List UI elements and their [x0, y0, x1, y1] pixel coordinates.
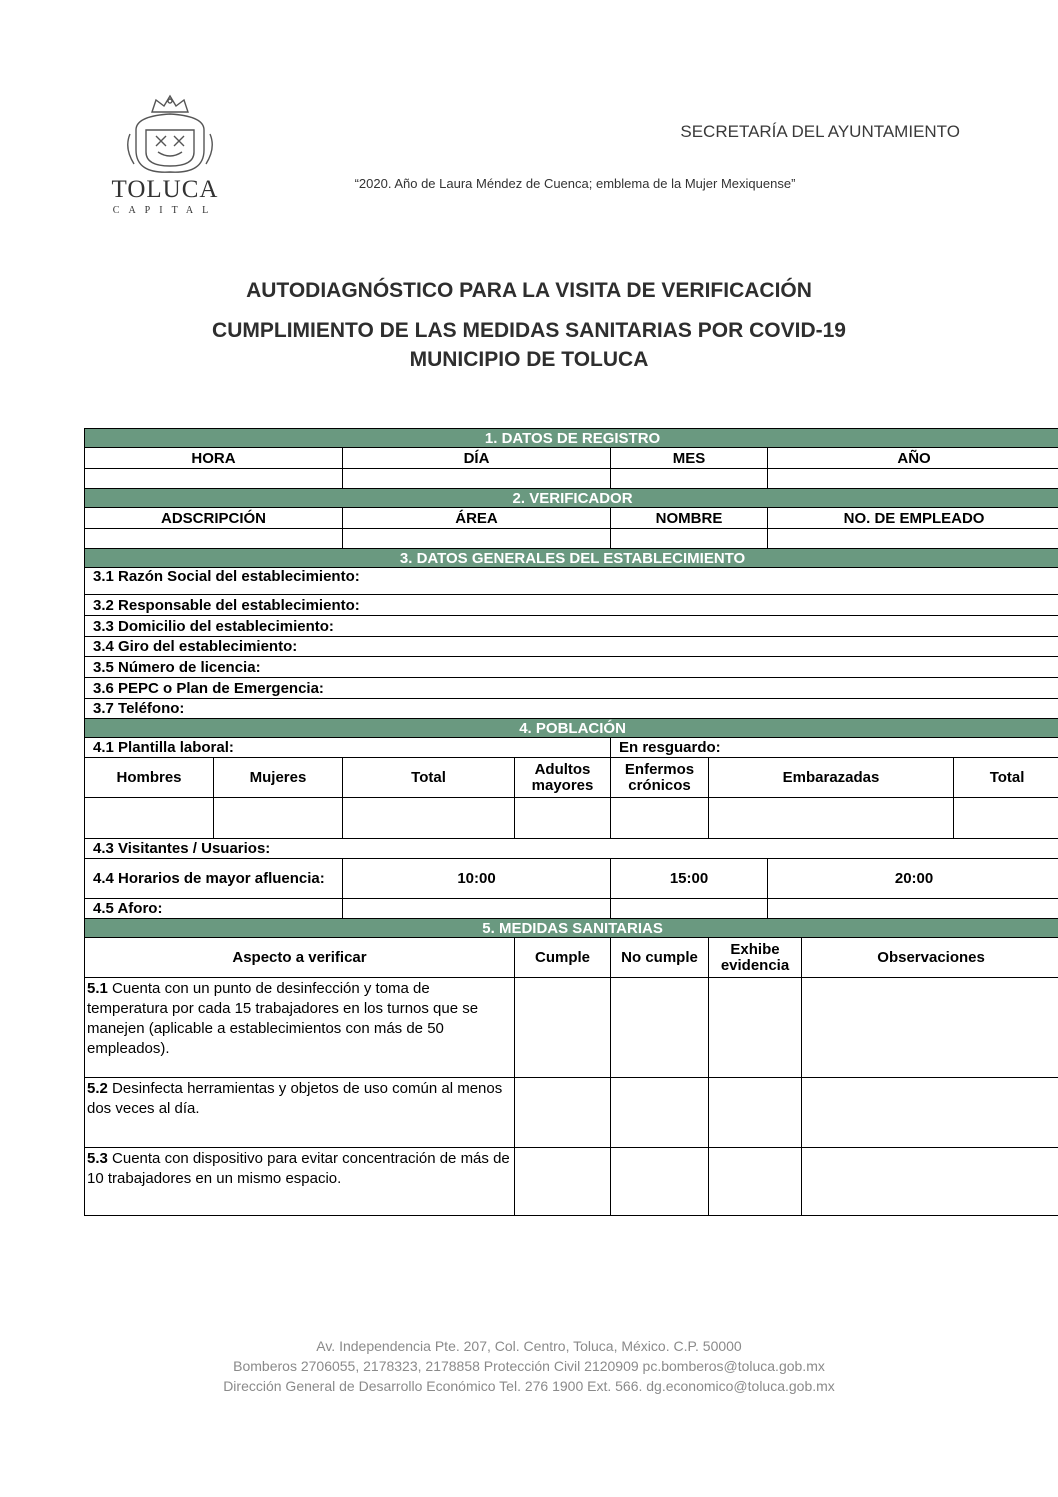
section-4-header: [85, 719, 1058, 738]
aforo-field-3[interactable]: [768, 899, 1058, 919]
observaciones-5-3[interactable]: [802, 1148, 1058, 1216]
section-1-title: 1. DATOS DE REGISTRO: [85, 429, 1058, 448]
section-2-header: [85, 489, 1058, 508]
section-3-header: [85, 549, 1058, 568]
medida-5-3-text: 5.3 Cuenta con dispositivo para evitar concentración de más de 10 trabajadores en un mismo espacio.: [85, 1148, 515, 1216]
no-cumple-header: No cumple: [611, 938, 709, 978]
medida-5-2-text: 5.2 Desinfecta herramientas y objetos de uso común al menos dos veces al día.: [85, 1078, 515, 1148]
responsable-field[interactable]: 3.2 Responsable del establecimiento:: [85, 595, 1058, 616]
section-5-header: [85, 919, 1058, 938]
poblacion-headers: [85, 758, 1058, 798]
enfermos-cronicos-header: Enfermos crónicos: [611, 758, 709, 798]
registro-values: [85, 469, 1058, 489]
document-municipality: MUNICIPIO DE TOLUCA: [409, 348, 649, 371]
anio-header: AÑO: [768, 448, 1058, 469]
footer-address: Av. Independencia Pte. 207, Col. Centro, Toluca, México. C.P. 50000: [316, 1338, 742, 1354]
logo-wordmark: TOLUCA: [111, 176, 219, 203]
verificador-headers: [85, 508, 1058, 529]
aforo-label: 4.5 Aforo:: [85, 899, 343, 919]
hombres-field[interactable]: [85, 798, 214, 839]
observaciones-5-1[interactable]: [802, 978, 1058, 1078]
horarios-label: 4.4 Horarios de mayor afluencia:: [85, 859, 343, 899]
hombres-header: Hombres: [85, 758, 214, 798]
evidencia-5-3[interactable]: [709, 1148, 802, 1216]
poblacion-row: [85, 738, 1058, 758]
aforo-row: [85, 899, 1058, 919]
mes-header: MES: [611, 448, 768, 469]
footer-contact: [0, 1336, 1058, 1396]
area-field[interactable]: [343, 529, 611, 549]
mujeres-field[interactable]: [214, 798, 343, 839]
adultos-mayores-field[interactable]: [515, 798, 611, 839]
total-resguardo-field[interactable]: [954, 798, 1058, 839]
logo-subtitle: CAPITAL: [112, 205, 218, 216]
embarazadas-header: Embarazadas: [709, 758, 954, 798]
cumple-5-1[interactable]: [515, 978, 611, 1078]
horario-1: 10:00: [343, 859, 611, 899]
section-2-title: 2. VERIFICADOR: [85, 489, 1058, 508]
medidas-headers: [85, 938, 1058, 978]
licencia-field[interactable]: 3.5 Número de licencia:: [85, 657, 1058, 678]
cumple-5-2[interactable]: [515, 1078, 611, 1148]
footer-economic-dept: Dirección General de Desarrollo Económico Tel. 276 1900 Ext. 566. dg.economico@toluca.gob.mx: [223, 1378, 835, 1394]
observaciones-5-2[interactable]: [802, 1078, 1058, 1148]
razon-social-field[interactable]: 3.1 Razón Social del establecimiento:: [85, 568, 1058, 595]
adultos-mayores-header: Adultos mayores: [515, 758, 611, 798]
horarios-row: [85, 859, 1058, 899]
adscripcion-header: ADSCRIPCIÓN: [85, 508, 343, 529]
horario-2: 15:00: [611, 859, 768, 899]
medida-5-1-text: 5.1 Cuenta con un punto de desinfección y toma de temperatura por cada 15 trabajadores en los turnos que se manejen (aplicable a establecimientos con más de 50 empleados).: [85, 978, 515, 1078]
total-resguardo-header: Total: [954, 758, 1058, 798]
dia-header: DÍA: [343, 448, 611, 469]
embarazadas-field[interactable]: [709, 798, 954, 839]
visitantes-field[interactable]: 4.3 Visitantes / Usuarios:: [85, 839, 1058, 859]
evidencia-5-2[interactable]: [709, 1078, 802, 1148]
section-4-title: 4. POBLACIÓN: [85, 719, 1058, 738]
en-resguardo-label: En resguardo:: [611, 738, 1058, 758]
giro-field[interactable]: 3.4 Giro del establecimiento:: [85, 637, 1058, 657]
registro-headers: [85, 448, 1058, 469]
section-5-title: 5. MEDIDAS SANITARIAS: [85, 919, 1058, 938]
enfermos-cronicos-field[interactable]: [611, 798, 709, 839]
mes-field[interactable]: [611, 469, 768, 489]
nombre-header: NOMBRE: [611, 508, 768, 529]
area-header: ÁREA: [343, 508, 611, 529]
medida-row: [85, 1148, 1058, 1216]
empleado-header: NO. DE EMPLEADO: [768, 508, 1058, 529]
mujeres-header: Mujeres: [214, 758, 343, 798]
no-cumple-5-1[interactable]: [611, 978, 709, 1078]
anio-field[interactable]: [768, 469, 1058, 489]
cumple-header: Cumple: [515, 938, 611, 978]
document-subtitle: CUMPLIMIENTO DE LAS MEDIDAS SANITARIAS POR COVID-19: [212, 319, 846, 342]
total-plantilla-field[interactable]: [343, 798, 515, 839]
verification-form-table: [84, 428, 1058, 1216]
plantilla-laboral-label: 4.1 Plantilla laboral:: [85, 738, 611, 758]
hora-field[interactable]: [85, 469, 343, 489]
year-motto: “2020. Año de Laura Méndez de Cuenca; emblema de la Mujer Mexiquense”: [354, 176, 796, 191]
domicilio-field[interactable]: 3.3 Domicilio del establecimiento:: [85, 616, 1058, 637]
observaciones-header: Observaciones: [802, 938, 1058, 978]
horario-3: 20:00: [768, 859, 1058, 899]
nombre-field[interactable]: [611, 529, 768, 549]
exhibe-evidencia-header: Exhibe evidencia: [709, 938, 802, 978]
cumple-5-3[interactable]: [515, 1148, 611, 1216]
pepc-field[interactable]: 3.6 PEPC o Plan de Emergencia:: [85, 678, 1058, 699]
aspecto-header: Aspecto a verificar: [85, 938, 515, 978]
no-cumple-5-3[interactable]: [611, 1148, 709, 1216]
verificador-values: [85, 529, 1058, 549]
department-name: SECRETARÍA DEL AYUNTAMIENTO: [680, 122, 960, 141]
section-1-header: [85, 429, 1058, 448]
medida-row: [85, 978, 1058, 1078]
telefono-field[interactable]: 3.7 Teléfono:: [85, 699, 1058, 719]
aforo-field-2[interactable]: [611, 899, 768, 919]
medida-row: [85, 1078, 1058, 1148]
empleado-field[interactable]: [768, 529, 1058, 549]
no-cumple-5-2[interactable]: [611, 1078, 709, 1148]
document-title: AUTODIAGNÓSTICO PARA LA VISITA DE VERIFICACIÓN: [246, 279, 812, 302]
evidencia-5-1[interactable]: [709, 978, 802, 1078]
total-plantilla-header: Total: [343, 758, 515, 798]
poblacion-values: [85, 798, 1058, 839]
aforo-field-1[interactable]: [343, 899, 611, 919]
section-3-title: 3. DATOS GENERALES DEL ESTABLECIMIENTO: [85, 549, 1058, 568]
footer-emergency-phones: Bomberos 2706055, 2178323, 2178858 Protección Civil 2120909 pc.bomberos@toluca.gob.mx: [233, 1358, 825, 1374]
adscripcion-field[interactable]: [85, 529, 343, 549]
hora-header: HORA: [85, 448, 343, 469]
dia-field[interactable]: [343, 469, 611, 489]
